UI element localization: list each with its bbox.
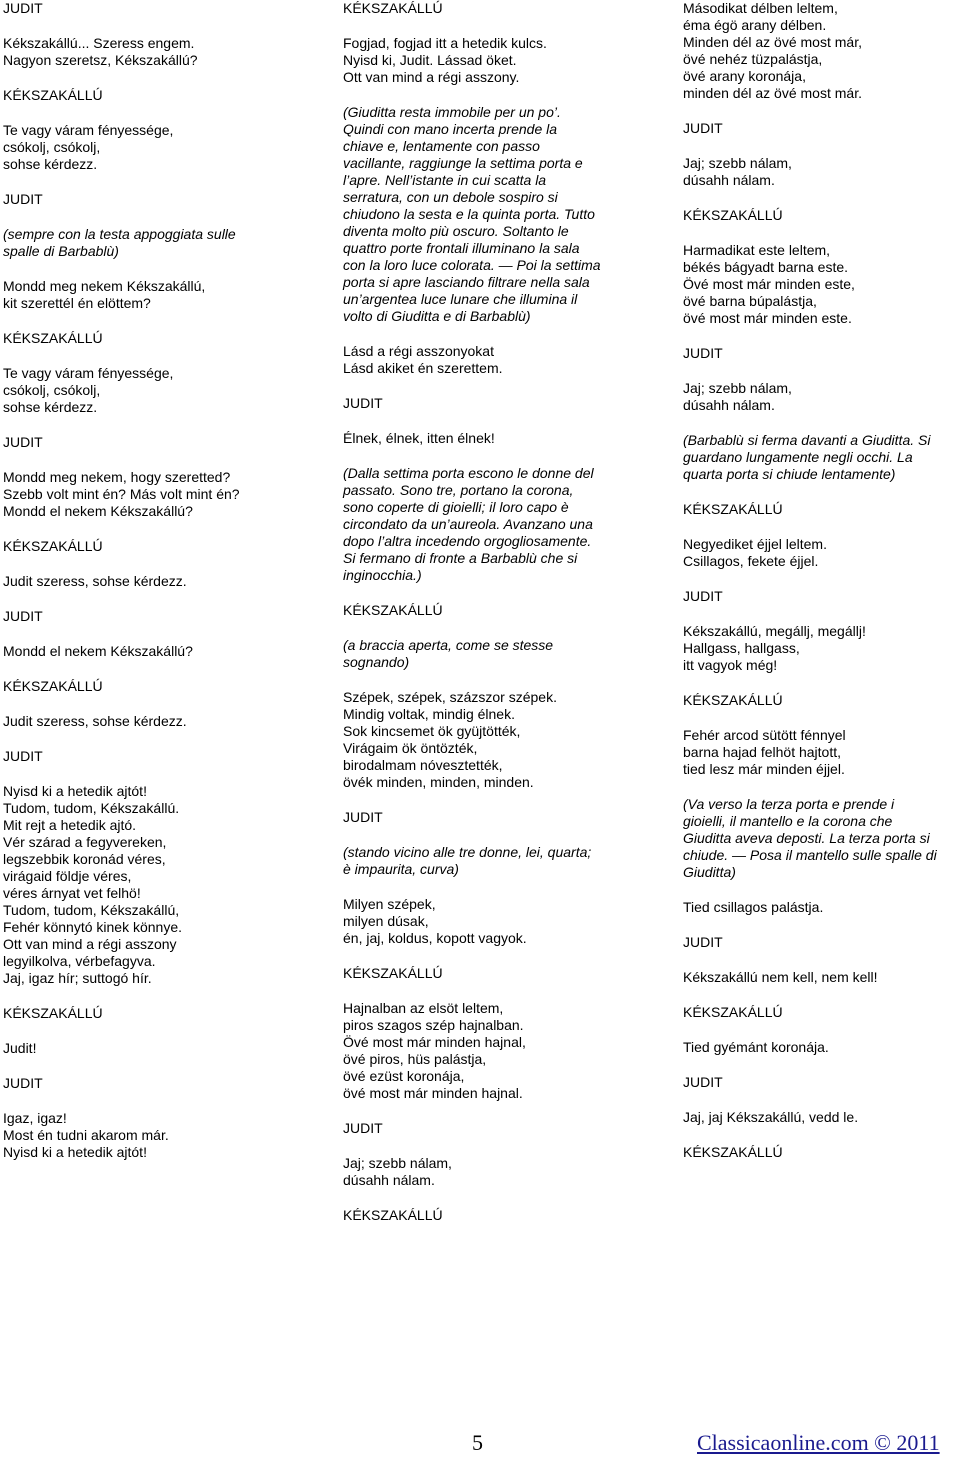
speaker-name: JUDIT: [683, 588, 723, 604]
speaker-name: JUDIT: [343, 395, 383, 411]
speaker-name: JUDIT: [3, 1075, 43, 1091]
speaker-name: KÉKSZAKÁLLÚ: [683, 207, 783, 223]
libretto-text: Másodikat délben leltem, éma égö arany délben. Minden dél az övé most már, övé nehéz tüzpalástja, övé arany koronája, minden dél az övé most már.: [683, 0, 862, 101]
speaker-name: JUDIT: [3, 748, 43, 764]
column-1: [3, 0, 293, 1161]
libretto-text: Kékszakállú nem kell, nem kell!: [683, 969, 878, 985]
libretto-text: Jaj; szebb nálam, dúsahh nálam.: [683, 380, 792, 413]
libretto-text: Fehér arcod sütött fénnyel barna hajad felhöt hajtott, tied lesz már minden éjjel.: [683, 727, 846, 777]
stage-direction: (a braccia aperta, come se stesse sognando): [343, 637, 554, 670]
libretto-text: Mondd meg nekem, hogy szeretted? Szebb volt mint én? Más volt mint én? Mondd el nekem Kékszakállú?: [3, 469, 240, 519]
speaker-name: JUDIT: [683, 934, 723, 950]
stage-direction: (Va verso la terza porta e prende i gioielli, il mantello e la corona che Giuditta aveva deposti. La terza porta si chiude. — Posa il mantello sulle spalle di Giuditta): [683, 796, 937, 880]
page-number: 5: [472, 1430, 483, 1455]
speaker-name: JUDIT: [3, 191, 43, 207]
libretto-text: Negyediket éjjel leltem. Csillagos, fekete éjjel.: [683, 536, 827, 569]
libretto-text: Hajnalban az elsöt leltem, piros szagos szép hajnalban. Övé most már minden hajnal, övé piros, hüs palástja, övé ezüst koronája, övé most már minden hajnal.: [343, 1000, 526, 1101]
speaker-name: KÉKSZAKÁLLÚ: [3, 1005, 103, 1021]
speaker-name: KÉKSZAKÁLLÚ: [343, 602, 443, 618]
libretto-text: Te vagy váram fényessége, csókolj, csókolj, sohse kérdezz.: [3, 122, 174, 172]
stage-direction: (stando vicino alle tre donne, lei, quarta; è impaurita, curva): [343, 844, 592, 877]
speaker-name: KÉKSZAKÁLLÚ: [3, 538, 103, 554]
stage-direction: (Giuditta resta immobile per un po’. Quindi con mano incerta prende la chiave e, lentamente con passo vacillante, raggiunge la settima porta e l’apre. Nell’istante in cui scatta la serratura, con un debole sospiro si chiudono la sesta e la quinta porta. Tutto diventa molto più oscuro. Soltanto le quattro porte frontali illuminano la sala con la loro luce colorata. — Poi la settima porta si apre lasciando filtrare nella sala un’argentea luce lunare che illumina il volto di Giuditta e di Barbablù): [343, 104, 601, 324]
libretto-text: Kékszakállú... Szeress engem. Nagyon szeretsz, Kékszakállú?: [3, 35, 198, 68]
stage-direction: (Barbablù si ferma davanti a Giuditta. Si guardano lungamente negli occhi. La quarta porta si chiude lentamente): [683, 432, 931, 482]
libretto-text: Jaj; szebb nálam, dúsahh nálam.: [683, 155, 792, 188]
speaker-name: JUDIT: [683, 120, 723, 136]
libretto-text: Judit szeress, sohse kérdezz.: [3, 713, 187, 729]
libretto-text: Milyen szépek, milyen dúsak, én, jaj, koldus, kopott vagyok.: [343, 896, 527, 946]
speaker-name: KÉKSZAKÁLLÚ: [343, 0, 443, 16]
libretto-text: Lásd a régi asszonyokat Lásd akiket én szerettem.: [343, 343, 503, 376]
libretto-text: Jaj, jaj Kékszakállú, vedd le.: [683, 1109, 859, 1125]
footer-site-link[interactable]: Classicaonline.com © 2011: [697, 1430, 940, 1455]
libretto-text: Te vagy váram fényessége, csókolj, csókolj, sohse kérdezz.: [3, 365, 174, 415]
speaker-name: JUDIT: [343, 1120, 383, 1136]
speaker-name: KÉKSZAKÁLLÚ: [3, 330, 103, 346]
speaker-name: KÉKSZAKÁLLÚ: [343, 965, 443, 981]
libretto-text: Mondd el nekem Kékszakállú?: [3, 643, 193, 659]
speaker-name: KÉKSZAKÁLLÚ: [683, 692, 783, 708]
libretto-text: Kékszakállú, megállj, megállj! Hallgass, hallgass, itt vagyok még!: [683, 623, 866, 673]
libretto-text: Élnek, élnek, itten élnek!: [343, 430, 495, 446]
speaker-name: KÉKSZAKÁLLÚ: [683, 501, 783, 517]
libretto-text: Judit!: [3, 1040, 37, 1056]
stage-direction: (sempre con la testa appoggiata sulle spalle di Barbablù): [3, 226, 236, 259]
libretto-text: Igaz, igaz! Most én tudni akarom már. Nyisd ki a hetedik ajtót!: [3, 1110, 169, 1160]
speaker-name: KÉKSZAKÁLLÚ: [683, 1004, 783, 1020]
speaker-name: JUDIT: [3, 434, 43, 450]
libretto-text: Mondd meg nekem Kékszakállú, kit szerettél én elöttem?: [3, 278, 206, 311]
speaker-name: JUDIT: [683, 345, 723, 361]
libretto-text: Tied gyémánt koronája.: [683, 1039, 829, 1055]
column-3: [683, 0, 960, 1161]
libretto-text: Jaj; szebb nálam, dúsahh nálam.: [343, 1155, 452, 1188]
speaker-name: KÉKSZAKÁLLÚ: [343, 1207, 443, 1223]
speaker-name: KÉKSZAKÁLLÚ: [683, 1144, 783, 1160]
speaker-name: JUDIT: [343, 809, 383, 825]
libretto-text: Fogjad, fogjad itt a hetedik kulcs. Nyisd ki, Judit. Lássad öket. Ott van mind a régi asszony.: [343, 35, 547, 85]
speaker-name: KÉKSZAKÁLLÚ: [3, 87, 103, 103]
libretto-text: Harmadikat este leltem, békés bágyadt barna este. Övé most már minden este, övé barna búpalástja, övé most már minden este.: [683, 242, 855, 326]
libretto-text: Szépek, szépek, százszor szépek. Mindig voltak, mindig élnek. Sok kincsemet ök gyüjtötték, Virágaim ök öntözték, birodalmam nóvesztették, övék minden, minden, minden.: [343, 689, 557, 790]
speaker-name: JUDIT: [3, 608, 43, 624]
libretto-text: Judit szeress, sohse kérdezz.: [3, 573, 187, 589]
speaker-name: JUDIT: [683, 1074, 723, 1090]
column-2: [343, 0, 633, 1224]
libretto-text: Nyisd ki a hetedik ajtót! Tudom, tudom, Kékszakállú. Mit rejt a hetedik ajtó. Vér szárad a fegyvereken, legszebbik koronád véres, virágaid földje véres, véres árnyat vet felhö! Tudom, tudom, Kékszakállú, Fehér könnytó kinek könnye. Ott van mind a régi asszony legyilkolva, vérbefagyva. Jaj, igaz hír; suttogó hír.: [3, 783, 182, 986]
libretto-text: Tied csillagos palástja.: [683, 899, 824, 915]
speaker-name: JUDIT: [3, 0, 43, 16]
speaker-name: KÉKSZAKÁLLÚ: [3, 678, 103, 694]
stage-direction: (Dalla settima porta escono le donne del passato. Sono tre, portano la corona, sono coperte di gioielli; il loro capo è circondato da un’aureola. Avanzano una dopo l’altra incedendo orgogliosamente. Si fermano di fronte a Barbablù che si inginocchia.): [343, 465, 594, 583]
